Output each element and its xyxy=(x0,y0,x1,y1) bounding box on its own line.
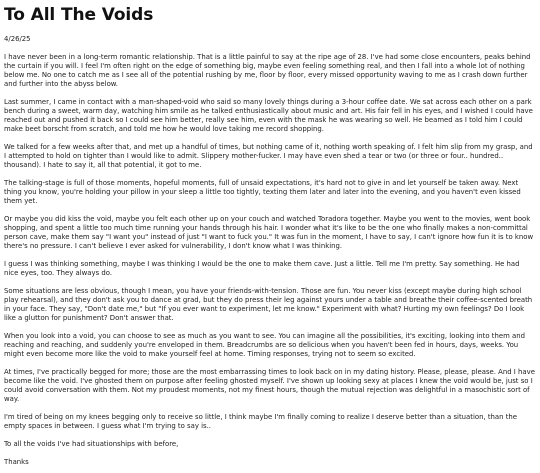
post-paragraph: I'm tired of being on my knees begging only to receive so little, I think maybe I'm finally coming to realize I deserve better than a situation, than the empty spaces in between. I guess what I'm trying to say is.. xyxy=(4,413,518,430)
post-paragraph: At times, I've practically begged for more; those are the most embarrassing times to look back on in my dating history. Please, please, please. And I have become like the void. I've ghosted them on purpose after feeling ghosted myself. I've shown up looking sexy at places I knew the void would be, just so I could avoid conversation with them. Not my proudest moments, not my finest hours, though the mutual rejection was delightful in a masochistic sort of way. xyxy=(4,368,535,403)
post-paragraph: Last summer, I came in contact with a man-shaped-void who said so many lovely things during a 3-hour coffee date. We sat across each other on a park bench during a sweet, warm day, watching him smile as he talked enthusiastically about music and art. His fair fell in his eyes, and I wished I could have reached out and pushed it back so I could see him better, really see him, even with the mask he was wearing so well. He beamed as I told him I could make beet borscht from scratch, and told me how he would love taking me record shopping. xyxy=(4,98,533,133)
post-paragraph: We talked for a few weeks after that, and met up a handful of times, but nothing came of it, nothing worth speaking of. I felt him slip from my grasp, and I attempted to hold on tighter than I would like to admit. Slippery mother-fucker. I may have even shed a tear or two (or three or four.. hundred.. thousand). I hate to say it, all that potential, it got to me. xyxy=(4,143,533,169)
post-signoff: Thanks xyxy=(4,458,29,466)
post-paragraph: The talking-stage is full of those moments, hopeful moments, full of unsaid expectations, it's hard not to give in and let yourself be taken away. Next thing you know, you're holding your pillow in your sleep a little too tightly, texting them later and later into the evening, and you haven't even kissed them yet. xyxy=(4,179,521,205)
post-paragraph: Or maybe you did kiss the void, maybe you felt each other up on your couch and watched Toradora together. Maybe you went to the movies, went book shopping, and spent a little too much time running your hands through his hair. I wonder what it's like to be the one who finally makes a non-committal person cave, make them say "I want you" instead of just "I want to fuck you." It was fun in the moment, I have to say, I can't ignore how fun it is to know there's no pressure. I can't believe I ever asked for vulnerability, I don't know what I was thinking. xyxy=(4,215,534,250)
post-title: To All The Voids xyxy=(4,5,154,25)
post-paragraph: Some situations are less obvious, though I mean, you have your friends-with-tension. Those are fun. You never kiss (except maybe during high school play rehearsal), and they don't ask you to dance at grad, but they do press their leg against yours under a table and breathe their coffee-scented breath in your face. They say, "Don't date me," but "If you ever want to experiment, let me know." Experiment with what? Hurting my own feelings? Do I look like a glutton for punishment? Don't answer that. xyxy=(4,287,533,322)
post-paragraph: To all the voids I've had situationships with before, xyxy=(4,440,179,448)
blog-post xyxy=(4,5,536,473)
post-paragraph: I have never been in a long-term romantic relationship. That is a little painful to say at the ripe age of 28. I've had some close encounters, peaks behind the curtain if you will. I feel I'm often right on the edge of something big, maybe even feeling something real, and then I fall into a whole lot of nothing below me. No one to catch me as I see all of the potential rushing by me, floor by floor, every missed opportunity waving to me as I crash down further and further into the abyss below. xyxy=(4,53,531,88)
post-date: 4/26/25 xyxy=(4,35,31,43)
post-paragraph: I guess I was thinking something, maybe I was thinking I would be the one to make them cave. Just a little. Tell me I'm pretty. Say something. He had nice eyes, too. They always do. xyxy=(4,260,520,277)
post-paragraph: When you look into a void, you can choose to see as much as you want to see. You can imagine all the possibilities, it's exciting, looking into them and reaching and reaching, and suddenly you're enveloped in them. Breadcrumbs are so delicious when you haven't been fed in hours, days, weeks. You might even become more like the void to make yourself feel at home. Timing responses, trying not to seem so excited. xyxy=(4,332,525,358)
